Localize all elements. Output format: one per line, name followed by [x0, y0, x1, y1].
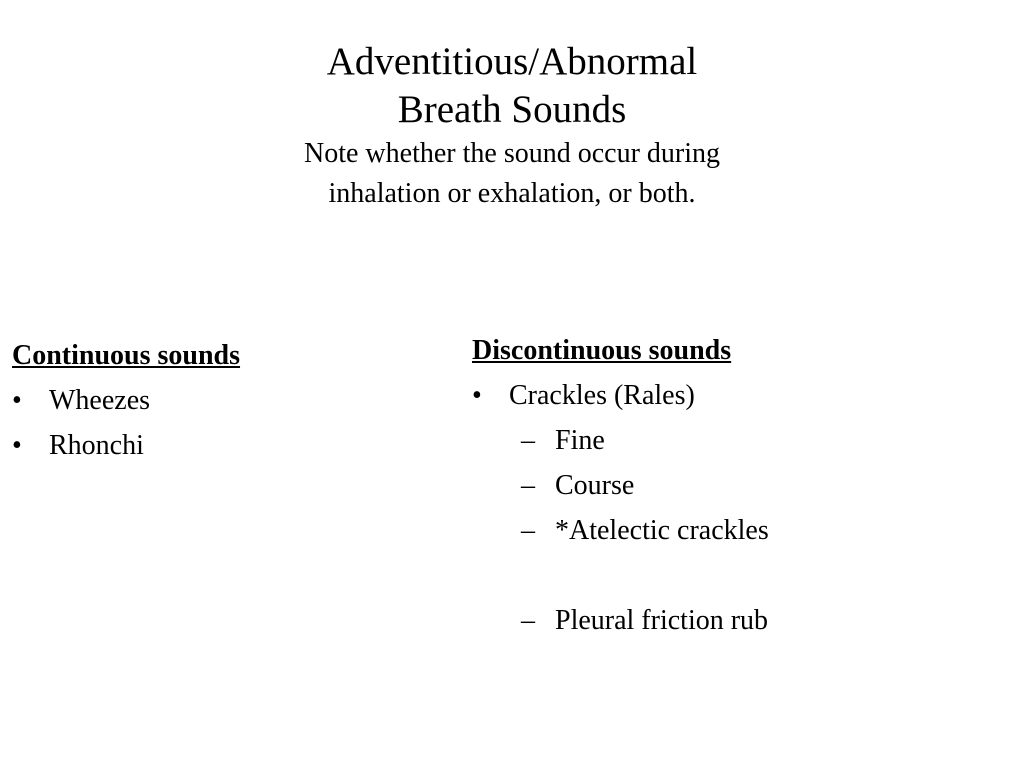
continuous-sounds-heading: Continuous sounds	[12, 340, 241, 371]
slide-note-line-2: inhalation or exhalation, or both.	[328, 178, 696, 209]
sub-item-label: *Atelectic crackles	[555, 515, 769, 546]
list-item-label: Rhonchi	[49, 430, 144, 461]
list-item-rhonchi	[12, 423, 240, 468]
continuous-sounds-column	[12, 334, 240, 468]
dash-icon: –	[521, 515, 535, 546]
list-item-crackles	[472, 373, 769, 418]
discontinuous-sounds-heading: Discontinuous sounds	[472, 335, 732, 366]
sub-item-atelectic-crackles	[472, 508, 769, 553]
list-item-label: Wheezes	[49, 385, 151, 416]
slide-title-line-2: Breath Sounds	[397, 88, 627, 131]
bullet-icon: •	[12, 430, 22, 461]
discontinuous-sounds-column	[472, 329, 769, 643]
sub-item-label: Course	[555, 470, 635, 501]
dash-icon: –	[521, 470, 535, 501]
sub-item-label: Fine	[555, 425, 605, 456]
slide-title-line-1: Adventitious/Abnormal	[326, 40, 698, 83]
sub-item-label: Pleural friction rub	[555, 605, 769, 636]
list-spacer	[472, 553, 769, 598]
sub-item-fine	[472, 418, 769, 463]
slide-note-line-1: Note whether the sound occur during	[304, 138, 720, 169]
bullet-icon: •	[472, 380, 482, 411]
slide-title-block	[0, 38, 1024, 214]
sub-item-pleural-friction-rub	[472, 598, 769, 643]
dash-icon: –	[521, 605, 535, 636]
list-item-wheezes	[12, 378, 240, 423]
sub-item-course	[472, 463, 769, 508]
bullet-icon: •	[12, 385, 22, 416]
dash-icon: –	[521, 425, 535, 456]
list-item-label: Crackles (Rales)	[509, 380, 695, 411]
